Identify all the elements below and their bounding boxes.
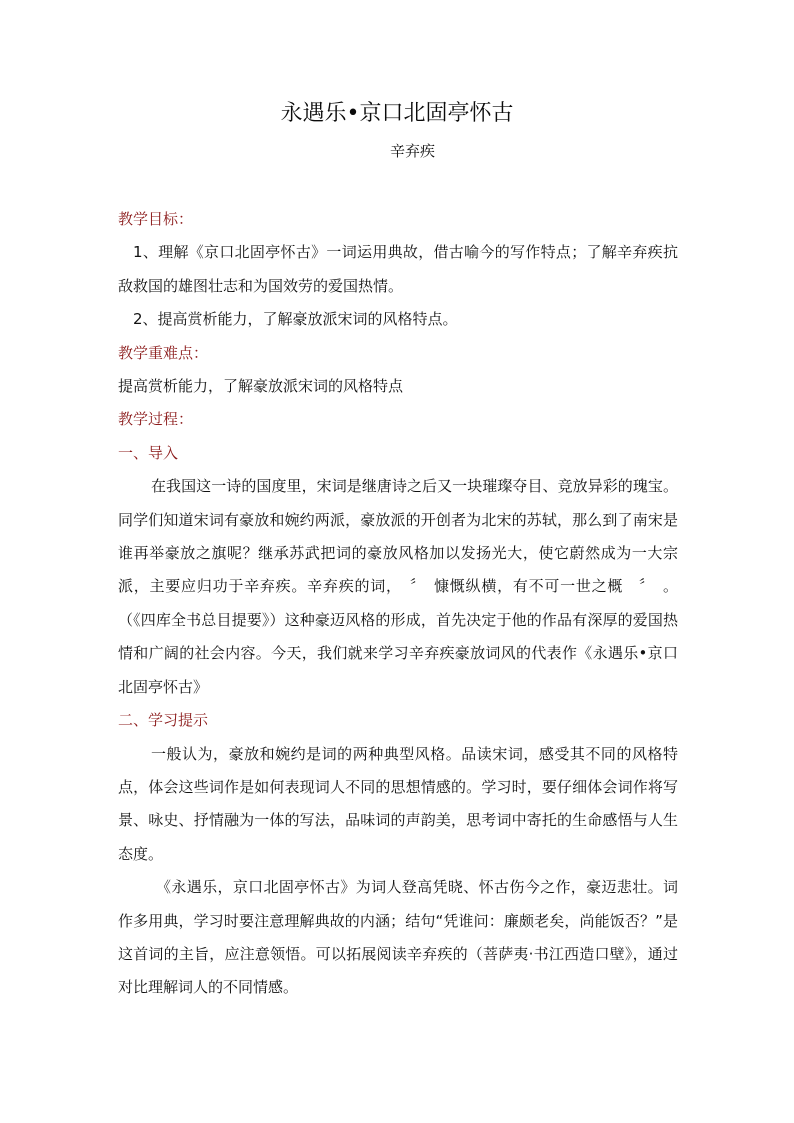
section-heading-intro: 一、导入 — [118, 443, 179, 462]
objective-item-1: 1、理解《京口北固亭怀古》一词运用典故，借古喻今的写作特点；了解辛弃疾抗敌救国的雄图壮志和为国效劳的爱国热情。 — [118, 243, 678, 295]
document-body — [118, 203, 678, 1005]
key-points-text: 提高赏析能力，了解豪放派宋词的风格特点 — [118, 377, 404, 396]
process-heading: 教学过程： — [118, 410, 194, 429]
section-heading-tips: 二、学习提示 — [118, 711, 209, 730]
tips-paragraph-2: 《永遇乐，京口北固亭怀古》为词人登高凭晓、怀古伤今之作，豪迈悲壮。词作多用典，学习时要注意理解典故的内涵；结句“凭谁问：廉颇老矣，尚能饭否？”是这首词的主旨，应注意领悟。可以拓展阅读辛弃疾的（菩萨夷·书江西造口壁》，通过对比理解词人的不同情感。 — [118, 878, 678, 997]
intro-paragraph: 在我国这一诗的国度里，宋词是继唐诗之后又一块璀璨夺目、竞放异彩的瑰宝。同学们知道宋词有豪放和婉约两派，豪放派的开创者为北宋的苏轼，那么到了南宋是谁再举豪放之旗呢？继承苏武把词的豪放风格加以发扬光大，使它蔚然成为一大宗派，主要应归功于辛弃疾。辛弃疾的词， 〞 慷慨纵横，有不可一世之概 〞 。（《四库全书总目提要》）这种豪迈风格的形成，首先决定于他的作品有深厚的爱国热情和广阔的社会内容。今天，我们就来学习辛弃疾豪放词风的代表作《永遇乐•京口北固亭怀古》 — [118, 477, 678, 696]
page-title: 永遇乐•京口北固亭怀古 — [280, 101, 514, 126]
tips-paragraph-1: 一般认为，豪放和婉约是词的两种典型风格。品读宋词，感受其不同的风格特点，体会这些词作是如何表现词人不同的思想情感的。学习时，要仔细体会词作将写景、咏史、抒情融为一体的写法，品味词的声韵美，思考词中寄托的生命感悟与人生态度。 — [118, 744, 678, 863]
objective-item-2: 2、提高赏析能力，了解豪放派宋词的风格特点。 — [133, 310, 458, 329]
key-points-heading: 教学重难点： — [118, 343, 209, 362]
author-name: 辛弃疾 — [390, 142, 436, 160]
objectives-heading: 教学目标： — [118, 210, 194, 228]
